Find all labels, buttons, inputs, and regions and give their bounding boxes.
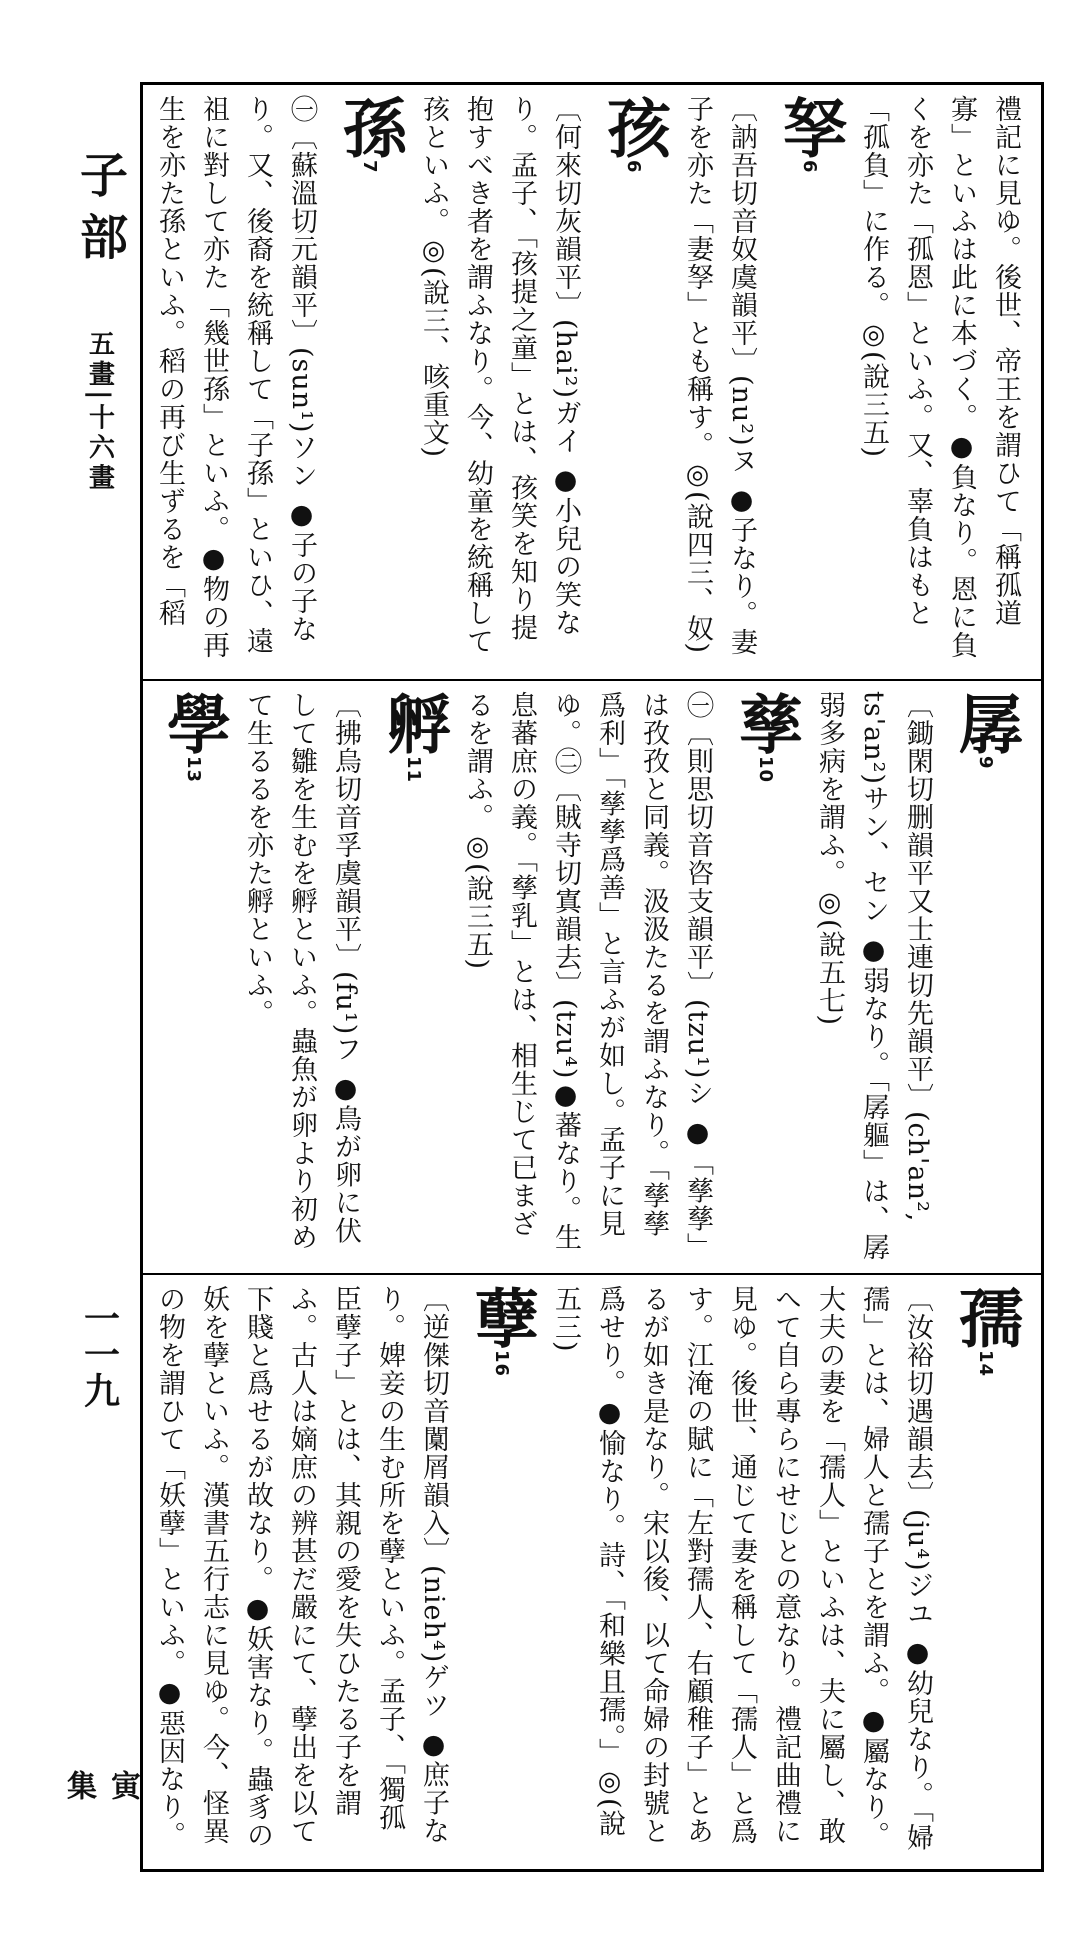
continuation-body: 禮記に見ゆ。後世、帝王を謂ひて「稱孤道寡」といふは此に本づく。●負なり。恩に負くを亦た「孤恩」といふ。又、辜負はもと「孤負」に作る。◎(說三五) (858, 95, 1021, 659)
stroke-count: 10 (755, 756, 776, 784)
stroke-count: 7 (359, 160, 380, 174)
headword-char: 孺 (948, 1285, 1023, 1350)
entry (143, 95, 411, 669)
stroke-count: 6 (623, 160, 644, 174)
stroke-count: 13 (183, 756, 204, 784)
entry (455, 691, 807, 1263)
headword-char: 孵 (376, 691, 451, 756)
entry-headword (327, 95, 411, 669)
stroke-count: 16 (491, 1350, 512, 1378)
headword-char: 孳 (728, 691, 803, 756)
entry-definition: ㊀〔蘇溫切元韻平〕(sun¹)ソン ●子の子なり。又、後裔を統稱して「子孫」といひ、遠祖に對して亦た「幾世孫」といふ。●物の再生を亦た孫といふ。稻の再び生ずるを「稻 (154, 95, 317, 659)
entry-headword (371, 691, 455, 1263)
entry (411, 95, 675, 669)
headword-char: 孩 (596, 95, 671, 160)
stroke-count: 11 (403, 756, 424, 784)
headword-char: 學 (156, 691, 231, 756)
entry (235, 691, 455, 1263)
entry-headword (943, 1285, 1027, 1859)
headword-char: 孱 (948, 691, 1023, 756)
stroke-range: 五畫|十六畫 (84, 330, 115, 494)
entry-headword (943, 691, 1027, 1263)
stroke-count: 14 (975, 1350, 996, 1378)
page-number: 一一九 (78, 1300, 121, 1408)
headword-char: 孥 (772, 95, 847, 160)
stroke-count: 9 (975, 756, 996, 770)
band-top (143, 85, 1041, 679)
entry-definition (143, 691, 147, 1263)
section-title: 子部 (71, 150, 128, 274)
volume-label: 寅集 (61, 1770, 140, 1804)
entry (807, 691, 1027, 1263)
entry-definition: ㊀〔則思切音咨支韻平〕(tzu¹)シ ●「孳孳」は孜孜と同義。汲汲たるを謂ふなり。「孳孳爲利」「孳孳爲善」と言ふが如し。孟子に見ゆ。㊁〔賊寺切寘韻去〕(tzu⁴)●蕃なり。生息蕃庶の義。「孳乳」とは、相生じて已まざるを謂ふ。◎(說三五) (462, 691, 713, 1261)
headword-char: 孫 (332, 95, 407, 160)
continuation-text (851, 95, 1027, 669)
entry-definition: 〔拂烏切音孚虞韻平〕(fu¹)フ ●鳥が卵に伏して雛を生むを孵といふ。蟲魚が卵より初めて生るるを亦た孵といふ。 (242, 691, 361, 1251)
dictionary-frame (140, 82, 1044, 1872)
entry-definition: 〔汝裕切遇韻去〕(ju⁴)ジユ ●幼兒なり。「婦孺」とは、婦人と孺子とを謂ふ。●屬なり。大夫の妻を「孺人」といふは、夫に屬し、敢へて自ら專らにせじとの意なり。禮記曲禮に見ゆ。後世、通じて妻を稱して「孺人」と爲す。江淹の賦に「左對孺人、右顧稚子」とあるが如き是なり。宋以後、以て命婦の封號と爲せり。●愉なり。詩、「和樂且孺。」◎(說五三) (550, 1285, 933, 1852)
entry (143, 691, 235, 1263)
entry-definition: 〔何來切灰韻平〕(hai²)ガイ ●小兒の笑なり。孟子、「孩提之童」とは、孩笑を知り提抱すべき者を謂ふなり。今、幼童を統稱して孩といふ。◎(說三、咳重文) (418, 95, 581, 655)
entry-headword (459, 1285, 543, 1859)
entry-definition: 〔鋤閑切删韻平又士連切先韻平〕(ch'an², ts'an²)サン、セン ●弱なり。「孱軀」は、孱弱多病を謂ふ。◎(說五七) (814, 691, 933, 1262)
page-margin (61, 150, 140, 1830)
entry-headword (591, 95, 675, 669)
headword-char: 孽 (464, 1285, 539, 1350)
stroke-count: 6 (799, 160, 820, 174)
entry (675, 95, 851, 669)
entry-headword (151, 691, 235, 1263)
band-bottom (143, 1273, 1041, 1869)
entry-headword (723, 691, 807, 1263)
entry-definition: 〔逆傑切音闑屑韻入〕(nieh⁴)ゲツ ●庶子なり。婢妾の生む所を孽といふ。孟子、「獨孤臣孽子」とは、其親の愛を失ひたる子を謂ふ。古人は嫡庶の辨甚だ嚴にて、孽出を以て下賤と爲せるが故なり。●妖害なり。蟲豸の妖を孽といふ。漢書五行志に見ゆ。今、怪異の物を謂ひて「妖孽」といふ。●惡因なり。 (154, 1285, 449, 1849)
entry-definition: 〔訥吾切音奴虞韻平〕(nu²)ヌ ●子なり。妻子を亦た「妻孥」とも稱す。◎(說四三、奴) (682, 95, 757, 657)
band-middle (143, 679, 1041, 1273)
entry-headword (767, 95, 851, 669)
entry (543, 1285, 1027, 1859)
entry (143, 1285, 543, 1859)
